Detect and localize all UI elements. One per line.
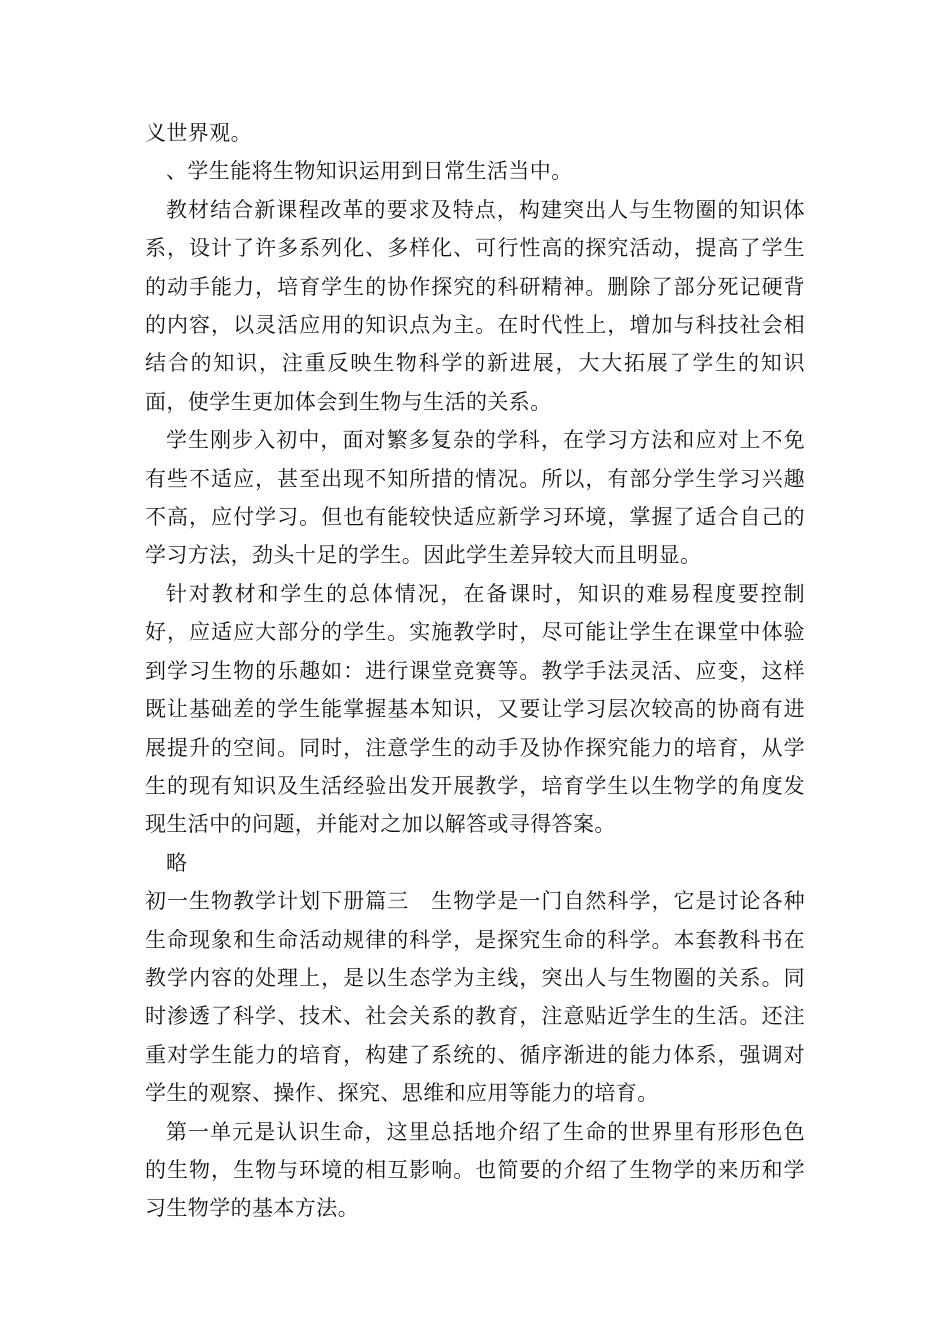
paragraph-worldview-end: 义世界观。 — [145, 121, 252, 145]
paragraph-knowledge-application: 、学生能将生物知识运用到日常生活当中。 — [166, 159, 573, 184]
paragraph-student-analysis: 学生刚步入初中，面对繁多复杂的学科，在学习方法和应对上不免有些不适应，甚至出现不知所措的情况。所以，有部分学生学习兴趣不高，应付学习。但也有能较快适应新学习环境，掌握了适合自己的学习方法，劲头十足的学生。因此学生差异较大而且明显。 — [145, 428, 805, 568]
paragraph-textbook-analysis: 教材结合新课程改革的要求及特点，构建突出人与生物圈的知识体系，设计了许多系列化、多样化、可行性高的探究活动，提高了学生的动手能力，培育学生的协作探究的科研精神。删除了部分死记硬背的内容，以灵活应用的知识点为主。在时代性上，增加与科技社会相结合的知识，注重反映生物科学的新进展，大大拓展了学生的知识面，使学生更加体会到生物与生活的关系。 — [145, 197, 805, 414]
paragraph-teaching-strategy: 针对教材和学生的总体情况，在备课时，知识的难易程度要控制好，应适应大部分的学生。实施教学时，尽可能让学生在课堂中体验到学习生物的乐趣如：进行课堂竞赛等。教学手法灵活、应变，这样既让基础差的学生能掌握基本知识，又要让学习层次较高的协商有进展提升的空间。同时，注意学生的动手及协作探究能力的培育，从学生的现有知识及生活经验出发开展教学，培育学生以生物学的角度发现生活中的问题，并能对之加以解答或寻得答案。 — [145, 581, 805, 837]
paragraph-section-three: 初一生物教学计划下册篇三 生物学是一门自然科学，它是讨论各种生命现象和生命活动规律的科学，是探究生命的科学。本套教科书在教学内容的处理上，是以生态学为主线，突出人与生物圈的关系。同时渗透了科学、技术、社会关系的教育，注意贴近学生的生活。还注重对学生能力的培育，构建了系统的、循序渐进的能力体系，强调对学生的观察、操作、探究、思维和应用等能力的培育。 — [145, 889, 805, 1106]
paragraph-unit-one: 第一单元是认识生命，这里总括地介绍了生命的世界里有形形色色的生物，生物与环境的相互影响。也简要的介绍了生物学的来历和学习生物学的基本方法。 — [145, 1119, 805, 1221]
document-body — [145, 114, 805, 1228]
paragraph-omitted: 略 — [166, 850, 188, 875]
